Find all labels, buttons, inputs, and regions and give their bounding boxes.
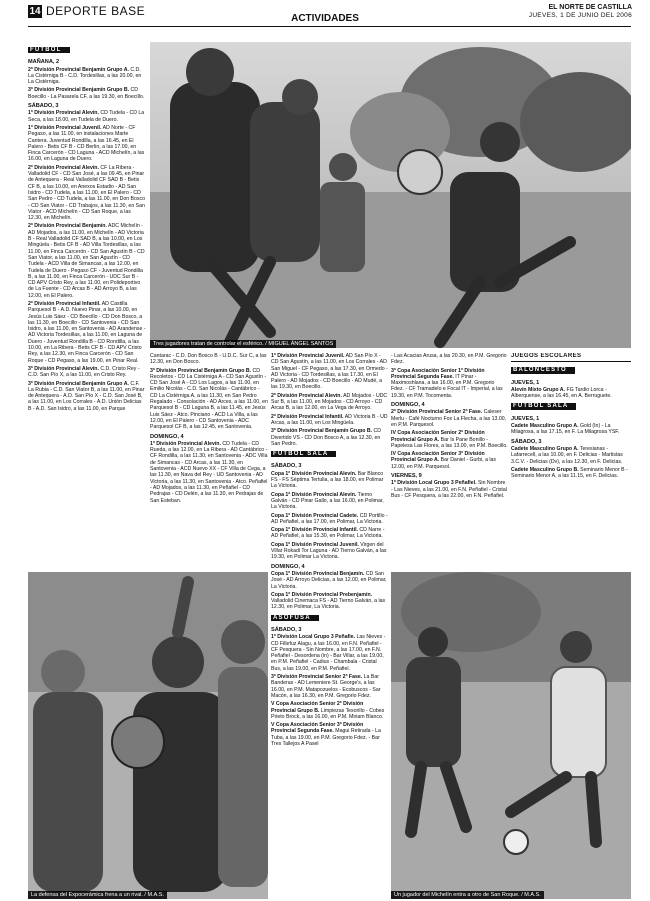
fixture-item: Copa 1ª División Provincial Benjamín. CD San José - AD Arroyo Delicias, a las 12.00, en Polimar, La Victoria. bbox=[271, 570, 387, 590]
bottom-left-basketball-photo bbox=[28, 572, 268, 899]
section-title: DEPORTE BASE bbox=[46, 4, 146, 18]
top-photo-caption: Tres jugadores tratan de controlar el esférico. / MIGUEL ÁNGEL SANTOS bbox=[150, 340, 336, 348]
newspaper-name: EL NORTE DE CASTILLA bbox=[548, 4, 632, 11]
fixture-item: 1ª División Provincial Juvenil. AD Norte - CF Pegaso, a las 11.00, en instalaciones Marte Cantera. Juventud Rondilla, a las 16.45, en El Palero - Betis CF B - CD Berlin, a las 17.00, en Finca Carcerón - CD Laguna - ACD Michelín, a las 16.00, en Laguna de Duero. bbox=[28, 124, 145, 163]
school-games-heading: JUEGOS ESCOLARES bbox=[511, 353, 631, 362]
day-heading: DOMINGO, 4 bbox=[150, 433, 184, 440]
fixture-item: 3ª Copa Asociación Senior 1ª División Provincial Segunda Fase. IT Pinar - Maximoshlana, a las 16.00, en P.M. Gregorio Fdez. - CF Tramadelo e Focal IT - Imperial, a las 19.30, en P.M. Tocomenta. bbox=[391, 367, 503, 399]
top-football-photo bbox=[150, 42, 631, 348]
fixture-text: Cantarac - C.D. Don Bosco B - U.D.C. Sur C, a las 12.30, en Don Bosco. bbox=[150, 353, 267, 366]
competition-name: 3ª División Provincial Benjamín Grupo A. bbox=[28, 380, 129, 387]
competition-name: 3ª División Provincial Alevín. bbox=[28, 365, 99, 372]
competition-name: IV Copa Asociación Senior 3ª División Provincial Grupo A. bbox=[391, 451, 485, 464]
competition-name: 1ª División Provincial Juvenil. bbox=[271, 353, 345, 359]
fixture-item: Copa 1ª División Provincial Infantil. CD Narre - AD Peñafiel, a las 15.30, en Polimar, La Victoria. bbox=[271, 527, 385, 540]
fixture-item: Alevín Mixto Grupo A. FG Tardio Lorca - Alberquense, a las 16.45, en A. Berruguete. bbox=[511, 386, 612, 400]
fixture-item: IV Copa Asociación Senior 3ª División Provincial Grupo A. Bar Daniel - Gurbi, a las 12.00, en P.M. Parquesol. bbox=[391, 451, 497, 470]
competition-name: 2ª División Provincial Senior 2ª Fase. bbox=[391, 409, 483, 416]
competition-name: 2ª División Provincial Alevín. bbox=[271, 392, 342, 399]
fixture-item: 2ª División Provincial Infantil. AD Castilla Parquesol B - A.D. Nuevo Pinar, a las 10.00, en Jesús Luis Sáez - CD Boecillo - CD Don Bosco, a las 11.30, en Boecillo - CD Santovenia - CD San Isidro, a las 11.00, en Santovenia - AD Arandense - AD Victoria Tordesillas, a las 11.00, en Laguna de Duero - Juventud Rondilla B - CD Rondilla, a las 10.00, en La Ribera - Betis CF B - CD APV Cristo Rey, a las 12.30, en Finca Carcerón - CD San Roque - CD Pegaso, a las 19.00, en Pinar Real. bbox=[28, 300, 146, 364]
day-heading: SÁBADO, 3 bbox=[271, 463, 302, 470]
fixture-item: Copa 1ª División Provincial Cadete. CD Portillo - AD Peñafiel, a las 17.00, en Polimar, La Victoria. bbox=[271, 512, 388, 525]
competition-name: IV Copa Asociación Senior 2ª División Provincial Grupo A. bbox=[391, 430, 485, 443]
day-heading: JUEVES, 1 bbox=[511, 415, 540, 422]
competition-name: Cadete Masculino Grupo B. bbox=[511, 466, 579, 473]
fixture-item: 3ª División Provincial Benjamín Grupo A. C.F. La Rubia - C.D. San Viator B, a las 11.00, en Pinar de Antequera - A.D. San Pío X - C.D. San José B, a las 11.00, en Los Corrales - A.D. Unión Delicias B - A.D. San Isidro, a las 11.00, en Parque bbox=[28, 380, 145, 412]
day-heading: SÁBADO, 3 bbox=[511, 438, 542, 445]
fixture-item: Cadete Masculino Grupo A. Gold (In) - La Milagrosa, a las 17.15, en F. La Milagrosa YSF. bbox=[511, 423, 620, 436]
competition-name: Copa 1ª División Provincial Juvenil. bbox=[271, 541, 359, 548]
category-tag: FÚTBOL SALA bbox=[511, 403, 576, 409]
day-heading: SÁBADO, 3 bbox=[271, 626, 302, 633]
fixture-item: 3ª División Provincial Senior 2ª Fase. La Bar Banderas - AD Lemeniere St. George's, a las 16.00, en P.M. Matapozuelos - Ecobuscos - Sar Macón, a las 16.30, en P.M. Gregorio Fdez. bbox=[271, 674, 381, 699]
competition-name: 2ª División Provincial Benjamín. bbox=[28, 223, 107, 230]
fixture-item: 1ª División Local Grupo 3 Peñafie. Las Nieves - CD Fillefuz Alagu, a las 16.00, en F.N. Peñafiel - CF Pesquera - Sin Nombre, a las 17.00, en F.N. Peñafiel - Desordena (in) - Bar Villar, a las 19.00, en P.M. Peñafiel - Cadius - Chambala - Cristal Bus, a las 19.00, en P.M. Peñafiel. bbox=[271, 634, 386, 672]
competition-name: 2ª División Provincial Infantil. bbox=[28, 300, 101, 307]
page-title: ACTIVIDADES bbox=[291, 13, 359, 24]
competition-name: Copa 1ª División Provincial Alevín. bbox=[271, 491, 357, 498]
competition-name: Copa 1ª División Provincial Alevín. bbox=[271, 470, 357, 477]
fixture-item: 1ª División Provincial Alevín. CD Tudela - CD Rueda, a las 12.00, en La Ribera - AD Cantábrico - CF Rondilla, a las 11.30, en Santovenia - ADC Villa de Simancas - CD Arcas, a las 11.30, en Santovenia - ACD Nuevo XX - CF Villa de Cega, a las 11.30, en Nava del Rey - UD Santovenia - AD Victoria, a las 11.30, en Santovenia - Atco. Peñafiel - AD Mojados, a las 11.30, en Peñafiel - CD Pedrajas - CD Delén, a las 11.30, en Pedrajas de San Esteban. bbox=[150, 440, 268, 504]
competition-name: Cadete Masculino Grupo A. bbox=[511, 423, 579, 430]
competition-name: 3ª División Provincial Benjamín Grupo B. bbox=[271, 428, 373, 435]
category-tag: ASOFUSA bbox=[271, 615, 319, 621]
fixture-item: Cadete Masculino Grupo A. Teresianas - Lafarrecell, a las 10.00, en F. Delicias - Martistas 3.C.V. - Delicias (Dv), a las 12.30, en F. Delicias. bbox=[511, 445, 623, 465]
school-games-column bbox=[511, 353, 631, 568]
category-tag: FÚTBOL bbox=[28, 47, 70, 53]
competition-name: 1ª División Provincial Juvenil. bbox=[28, 124, 102, 131]
competition-name: 1ª División Provincial Alevín. bbox=[150, 440, 221, 447]
fixture-item: V Copa Asociación Senior 2ª División Provincial Grupo B. Limpiezas Tesorillo - Cobes Prieto Brock, a las 16.00, en P.M. Miriam Blanco. bbox=[271, 701, 385, 720]
competition-name: Alevín Mixto Grupo A. bbox=[511, 386, 565, 393]
competition-name: 2ª División Provincial Benjamín Grupo A. bbox=[28, 66, 129, 73]
competition-name: V Copa Asociación Senior 2ª División Provincial Grupo B. bbox=[271, 701, 364, 714]
fixture-item: Copa 1ª División Provincial Prebenjamín. Valladolid Cinemaca FS - AD Tierno Galván, a las 12.30, en Polimar, La Victoria. bbox=[271, 591, 386, 611]
fixture-item: 2ª División Provincial Benjamín Grupo A. C.D. La Cistérniga B - C.D. Tordesillas, a las 20.00, en La Cistérniga. bbox=[28, 66, 142, 86]
competition-name: 1ª División Local Grupo 3 Peñafie. bbox=[271, 634, 356, 641]
competition-name: 3ª Copa Asociación Senior 1ª División Provincial Segunda Fase. bbox=[391, 367, 485, 380]
day-heading: JUEVES, 1 bbox=[511, 379, 540, 386]
fixture-item: 3ª División Provincial Benjamín Grupo B. CD Recoletos - CD La Cistérniga A - CD San Agustín - CD San José A - CD Los Lagos, a las 11.00, en Emilio Nicolás - C.D. San Nicolás - Cantábrico - CD La Cistérniga A, a las 11.30, en San Pedro Regalado - Consolación - AD Arces, a las 11.00, en Parquesol B - CD Laguna B, a las 11.45, en Jesús Luis Sáez - Atco. Pinciano - ACD La Villa, a las 12.00, en El Palero - CD Santovenia - ADC Parquesol CF B, a las 12.45, en Santovenia. bbox=[150, 367, 268, 431]
competition-name: 3ª División Provincial Benjamín Grupo B. bbox=[150, 367, 252, 374]
fixture-item: 3ª División Provincial Alevín. C.D. Cristo Rey - C.D. San Pío X, a las 11.00, en Cristo Rey. bbox=[28, 365, 140, 379]
category-tag: FÚTBOL SALA bbox=[271, 451, 336, 457]
listings-column-4 bbox=[391, 353, 508, 568]
competition-name: 3ª División Provincial Benjamín Grupo B. bbox=[28, 87, 130, 94]
fixture-item: Copa 1ª División Provincial Alevín. Tierno Galván - CD Pinar Gallo, a las 16.00, en Polimar, La Victoria. bbox=[271, 491, 384, 511]
bottom-left-photo-caption: La defensa del Expocerámica frena a un rival. / M.A.S. bbox=[28, 891, 167, 899]
fixture-item: 3ª División Provincial Benjamín Grupo B. CD Divertido VS - CD Don Bosco A, a las 12.30, en San Pedro. bbox=[271, 428, 382, 447]
competition-name: V Copa Asociación Senior 3ª División Provincial Segunda Fase. bbox=[271, 722, 364, 735]
competition-name: 1ª División Provincial Alevín. bbox=[28, 110, 99, 117]
fixture-item: 2ª División Provincial Senior 2ª Fase. Caleser Merlu - Café Nocturno Fox La Flecha, a las 13.00, en P.M. Parquesol. bbox=[391, 409, 507, 428]
day-heading: DOMINGO, 4 bbox=[271, 563, 305, 570]
fixture-item: Copa 1ª División Provincial Alevín. Bar Blanco FS - FS Séptima Tertulia, a las 18.00, en Polimar La Victoria. bbox=[271, 470, 384, 490]
day-heading: MAÑANA, 2 bbox=[28, 59, 60, 66]
issue-date: JUEVES, 1 DE JUNIO DEL 2006 bbox=[528, 12, 632, 19]
day-heading: SÁBADO, 3 bbox=[28, 103, 59, 110]
category-tag: BALONCESTO bbox=[511, 367, 575, 373]
competition-name: Copa 1ª División Provincial Cadete. bbox=[271, 512, 359, 519]
bottom-right-photo-caption: Un jugador del Michelín entra a otro de San Roque. / M.A.S. bbox=[391, 891, 544, 899]
competition-name: Copa 1ª División Provincial Infantil. bbox=[271, 527, 358, 534]
fixture-item: 1ª División Local Grupo 3 Peñafiel. Sin Nombre - Las Nieves, a las 21.00, en F.N. Peñafiel - Cristal Bus - CF Pesquera, a las 22.00, en F.N. Peñafiel. bbox=[391, 480, 507, 499]
fixture-text: - Las Acacias Arusa, a las 20.30, en P.M. Gregorio Fdez. bbox=[391, 353, 507, 366]
listings-column-3 bbox=[271, 353, 388, 898]
listings-column-2 bbox=[150, 353, 268, 568]
basketball-players-image bbox=[28, 572, 268, 899]
fixture-item: Copa 1ª División Provincial Juvenil. Virgen del Villar Rokadi Tor Laguna - AD Tierno Galván, a las 19.30, en Polimar La Victoria. bbox=[271, 541, 387, 561]
fixture-item: 1ª División Provincial Alevín. CD Tudela - CD La Seca, a las 18.00, en Tudela de Duero. bbox=[28, 110, 145, 123]
fixture-item: 2ª División Provincial Alevín. CF La Ribera - Valladolid CF - CD San José, a las 09.45, en Pinar de Antequera - Real Valladolid CF SAD B - Betis CF B, a las 10.00, en Anexos Estadio - AD San Isidro - CD Tudela, a las 11.00, en El Palero - CD San Pedro - CD Tudela, a las 11.00, en Don Bosco - CD San Viator - CD Trabajos, a las 11.30, en San Viator - ACD Michelín - CD San Roque, a las 12.30, en Michelín. bbox=[28, 164, 145, 222]
competition-name: 1ª División Local Grupo 3 Peñafiel. bbox=[391, 480, 477, 487]
bottom-right-football-photo bbox=[391, 572, 631, 899]
competition-name: 2ª División Provincial Alevín. bbox=[28, 164, 99, 171]
competition-name: 2ª División Provincial Infantil. bbox=[271, 413, 344, 420]
fixture-item: Cadete Masculino Grupo B. Seminario Menor B - Seminario Menor A, a las 11.15, en F. Delicias. bbox=[511, 466, 628, 480]
fixture-item: 2ª División Provincial Benjamín. ADC Michelín - AD Mojados, a las 11.00, en Michelín - AD Victoria B - Real Valladolid CF SAD B, a las 10.00, en Los Mingüela - Betis CF B - AD Villa Tordesillas, a las 11.00, en Finca Carcerón - CD San Agustín B - CD San Viator, a las 11.00, en San Agustín - CD Tudela - ACD Villa de Simancas, a las 12.00, en Tudela de Duero - Pegaso CF - Juventud Rondilla B, a las 11.00, en Finca Carcerón - UDC Sur B - CD APV Cristo Rey, a las 11.00, en Polideportivo de La Fuente - CD Arcas B - AD Arroyo B, a las 12.00, en El Palero. bbox=[28, 223, 145, 299]
competition-name: 3ª División Provincial Senior 2ª Fase. bbox=[271, 674, 363, 681]
day-heading: DOMINGO, 4 bbox=[391, 402, 425, 409]
day-heading: VIERNES, 9 bbox=[391, 473, 422, 480]
fixture-item: 1ª División Provincial Juvenil. AD San Pío X - CD San Agustín, a las 11.00, en Los Corrales - AD San Miguel - CF Pegaso, a las 17.30, en Ormedo - AD Victoria - CD Tordesillas, a las 17.30, en El Palero - AD Mojados - CD Boecillo - AD Mudé, a las 19.30, en Boecillo. bbox=[271, 353, 388, 391]
competition-name: Cadete Masculino Grupo A. bbox=[511, 445, 579, 452]
fixture-item: 2ª División Provincial Alevín. AD Mojados - UDC Sur B, a las 11.00, en Mojados - CD Arroyo - CD Arcas B, a las 12.00, en La Vega de Arroyo. bbox=[271, 392, 388, 412]
fixture-item: 3ª División Provincial Benjamín Grupo B. CD Boecillo - La Pasarela CF, a las 19.30, en Boecillo. bbox=[28, 87, 145, 100]
left-listings-column bbox=[28, 45, 146, 565]
header-rule bbox=[28, 26, 631, 27]
page-number: 14 bbox=[29, 6, 41, 17]
football-players-image bbox=[150, 42, 631, 348]
football-tackle-image bbox=[391, 572, 631, 899]
competition-name: Copa 1ª División Provincial Prebenjamín. bbox=[271, 591, 373, 598]
competition-name: Copa 1ª División Provincial Benjamín. bbox=[271, 570, 365, 577]
fixture-item: IV Copa Asociación Senior 2ª División Provincial Grupo A. Bar Is Pane Bonillo - Papelesa Las Flores, a las 13.00, en P.M. Boecillo. bbox=[391, 430, 508, 449]
fixture-item: V Copa Asociación Senior 3ª División Provincial Segunda Fase. Magui Retirada - La Tuba, a las 19.00, en P.M. Gregorio Fdez. - Bar Tres Tallejos A Pasel bbox=[271, 722, 381, 748]
fixture-item: 2ª División Provincial Infantil. AD Victoria B - UD Arcas, a las 11.00, en Los Mingüela. bbox=[271, 413, 388, 426]
